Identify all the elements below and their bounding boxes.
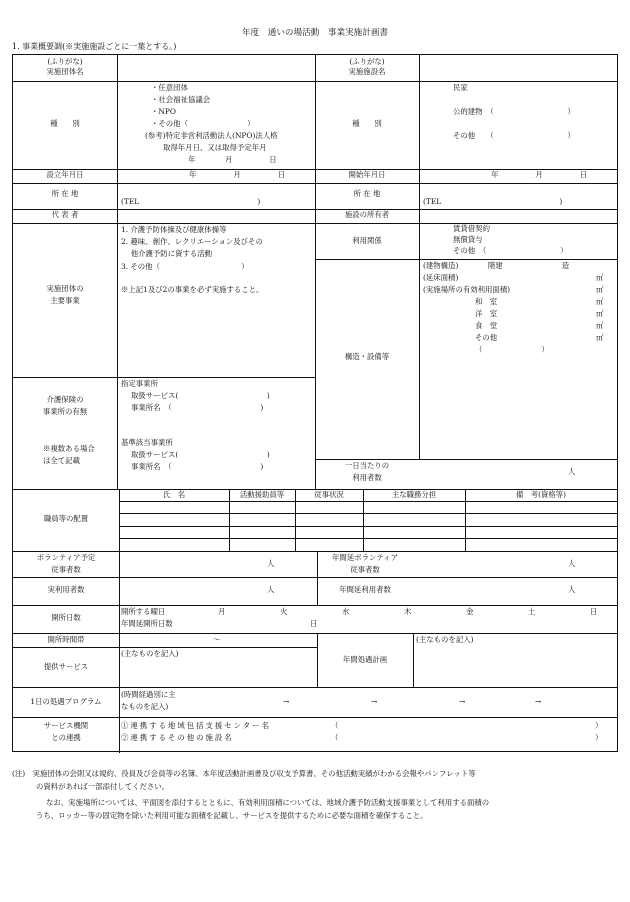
weekday-wed: 水	[342, 607, 350, 616]
facility-furigana-label: (ふりがな)	[349, 57, 385, 66]
form-table	[12, 54, 618, 752]
open-hours-label: 開所時間帯	[47, 635, 85, 644]
coordination-other-facility: ②連携するその他の施設名	[121, 733, 234, 742]
effective-area-label: (実施場所の有効利用面積)	[423, 285, 511, 294]
org-type-option: ・任意団体	[151, 83, 188, 92]
facility-name-label: 実施施設名	[348, 67, 386, 76]
main-activities-label: 主要事業	[50, 296, 80, 305]
designated-office-name-field: 事業所名 （ )	[131, 403, 264, 412]
annual-plan-note: (主なものを記入)	[416, 635, 474, 644]
staff-header-role: 活動援助員等	[239, 490, 285, 499]
usage-option: 賃貸借契約	[453, 224, 490, 233]
room-western: 洋 室	[475, 309, 498, 318]
annual-plan-label: 年間処遇計画	[342, 655, 388, 664]
staff-label: 職員等の配置	[43, 514, 89, 523]
daily-program-label: 1日の処遇プログラム	[30, 697, 102, 706]
sqm-unit: ㎡	[596, 321, 604, 330]
facility-type-option: 民家	[453, 83, 468, 92]
annual-users-label: 年間延利用者数	[339, 585, 391, 594]
org-address-label: 所 在 地	[51, 189, 79, 198]
daily-users-unit: 人	[568, 467, 576, 476]
weekday-sat: 土	[528, 607, 536, 616]
sqm-unit: ㎡	[596, 285, 604, 294]
services-note: (主なものを記入)	[121, 649, 179, 658]
care-insurance-label: 介護保険の	[46, 395, 84, 404]
facility-owner-label: 施設の所有者	[344, 210, 390, 219]
standard-office-label: 基準該当事業所	[121, 438, 173, 447]
facility-type-option: 公的建物 （ ）	[453, 107, 575, 116]
program-arrow: →	[535, 697, 542, 706]
sqm-unit: ㎡	[596, 333, 604, 342]
building-structure: (建物構造) 階建 造	[423, 261, 570, 270]
start-date-label: 開始年月日	[348, 170, 386, 179]
standard-office-name-field: 事業所名 （ )	[131, 462, 264, 471]
staff-header-duty: 主な職務分担	[391, 490, 437, 499]
actual-users-label: 実利用者数	[47, 585, 85, 594]
daily-program-note: なものを記入)	[121, 702, 169, 711]
care-insurance-label: 事業所の有無	[42, 407, 88, 416]
org-type-option: ・社会福祉協議会	[151, 95, 211, 104]
npo-date-note: 取得年月日、又は取得予定年月	[163, 143, 267, 152]
npo-date-ymd: 年 月 日	[188, 155, 277, 164]
staff-header-name: 氏 名	[162, 490, 186, 499]
coordination-paren-open: （	[331, 733, 339, 742]
representative-label: 代 表 者	[51, 210, 79, 219]
footnote-line: うち、ロッカー等の固定物を除いた利用可能な面積を記載し、サービスを提供するために必要な面積を確保すること。	[36, 811, 428, 820]
org-type-option: ・その他（ ）	[151, 119, 255, 128]
annual-open-days-label: 年間延開所日数	[121, 619, 173, 628]
form-subtitle: 1. 事業概要調(※実施施設ごとに一葉とする。)	[12, 42, 177, 51]
usage-option: その他 （ ）	[453, 246, 568, 255]
weekday-thu: 木	[404, 607, 412, 616]
program-arrow: →	[371, 697, 378, 706]
footnote-line: (注) 実施団体の会則又は規約、役員及び会員等の名簿、本年度活動計画書及び収支予算書、その他活動実績がわかる会報やパンフレット等	[12, 769, 476, 778]
designated-office-label: 指定事業所	[121, 379, 158, 388]
coordination-paren-close: ）	[595, 733, 603, 742]
weekday-mon: 月	[218, 607, 226, 616]
annual-volunteers-label: 年間延ボランティア	[332, 553, 398, 562]
staff-header-remarks: 備 考(資格等)	[515, 490, 567, 499]
standard-service-field: 取扱サービス( )	[131, 450, 270, 459]
daily-users-label: 利用者数	[352, 473, 382, 482]
established-date-label: 設立年月日	[46, 170, 84, 179]
facility-type-option: その他 （ ）	[453, 131, 575, 140]
structure-label: 構造・設備等	[344, 352, 390, 361]
program-arrow: →	[283, 697, 290, 706]
annual-volunteers-label: 従事者数	[350, 565, 380, 574]
sqm-unit: ㎡	[596, 297, 604, 306]
facility-type-label: 種 別	[352, 119, 382, 128]
open-weekdays-label: 開所する曜日	[121, 607, 166, 616]
annual-users-unit: 人	[568, 585, 576, 594]
main-activity-item: 2. 趣味、創作、レクリエーション及びその	[121, 237, 263, 246]
room-japanese: 和 室	[475, 297, 498, 306]
established-date-ymd: 年 月 日	[189, 170, 286, 179]
open-days-label: 開所日数	[51, 613, 81, 622]
coordination-center-name: ①連携する地域包括支援センター名	[121, 721, 271, 730]
coordination-paren-close: ）	[595, 721, 603, 730]
main-activities-note: ※上記1及び2の事業を必ず実施すること。	[121, 285, 264, 294]
planned-volunteers-label: 従事者数	[51, 565, 81, 574]
start-date-ymd: 年 月 日	[491, 170, 588, 179]
footnote-line: なお、実施場所については、平面図を添付するとともに、有効利用面積については、地域介護予防活動支援事業として利用する面積の	[46, 798, 490, 807]
planned-volunteers-label: ボランティア予定	[36, 553, 96, 562]
care-insurance-note: ※複数ある場合	[43, 444, 95, 453]
open-hours-tilde: ～	[213, 635, 221, 644]
facility-tel: (TEL )	[423, 197, 563, 206]
services-label: 提供サービス	[43, 662, 89, 671]
footnote-line: の資料があれば一部添付してください。	[36, 782, 170, 791]
actual-users-unit: 人	[267, 585, 275, 594]
main-activity-item: 1. 介護予防体操及び健康体操等	[121, 225, 227, 234]
program-arrow: →	[459, 697, 466, 706]
weekday-sun: 日	[590, 607, 598, 616]
org-type-label: 種 別	[50, 119, 80, 128]
org-name-label: 実施団体名	[46, 67, 84, 76]
sqm-unit: ㎡	[596, 309, 604, 318]
coordination-label: サービス機関	[43, 721, 89, 730]
room-other: その他	[475, 333, 498, 342]
weekday-fri: 金	[466, 607, 474, 616]
coordination-label: との連携	[51, 733, 81, 742]
org-tel: (TEL )	[121, 197, 261, 206]
room-dining: 食 堂	[475, 321, 498, 330]
sqm-unit: ㎡	[596, 273, 604, 282]
form-title: 年度 通いの場活動 事業実施計画書	[241, 28, 389, 38]
planned-volunteers-unit: 人	[267, 559, 275, 568]
weekday-tue: 火	[280, 607, 288, 616]
annual-volunteers-unit: 人	[568, 559, 576, 568]
facility-address-label: 所 在 地	[353, 189, 381, 198]
main-activity-item: 他介護予防に資する活動	[121, 249, 213, 258]
care-insurance-note: は全て記載	[43, 456, 80, 465]
annual-open-days-unit: 日	[310, 619, 318, 628]
designated-service-field: 取扱サービス( )	[131, 391, 270, 400]
staff-header-status: 従事状況	[314, 490, 344, 499]
usage-option: 無償貸与	[453, 235, 483, 244]
npo-note: (参考)特定非営利活動法人(NPO)法人格	[145, 131, 278, 140]
usage-relation-label: 利用関係	[352, 236, 382, 245]
floor-area-label: (延床面積)	[423, 273, 459, 282]
org-furigana-label: (ふりがな)	[47, 57, 83, 66]
main-activities-label: 実施団体の	[46, 284, 84, 293]
main-activity-item: 3. その他（ ）	[121, 262, 249, 271]
room-other-detail: （ ）	[475, 345, 549, 354]
coordination-paren-open: （	[331, 721, 339, 730]
daily-program-note: (時間経過別に主	[121, 690, 176, 699]
org-type-option: ・NPO	[151, 107, 176, 116]
daily-users-label: 一日当たりの	[344, 461, 390, 470]
